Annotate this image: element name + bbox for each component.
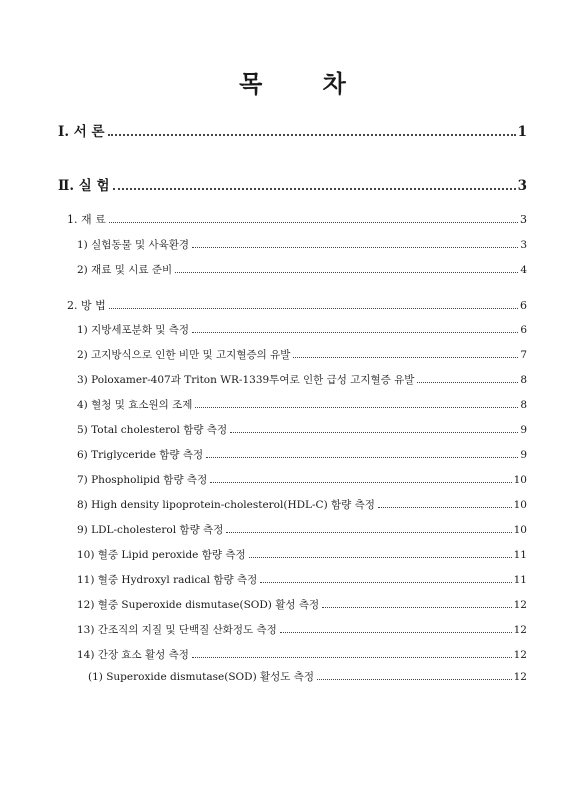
toc-entry	[77, 622, 527, 637]
toc-entry	[77, 547, 527, 562]
dot-leader	[260, 581, 511, 583]
toc-entry-label: 6) Triglyceride 함량 측정	[77, 449, 204, 461]
toc-page-number: 6	[520, 299, 527, 312]
toc-entry-label: 1) 실험동물 및 사육환경	[77, 239, 190, 251]
toc-entry-methods	[67, 297, 527, 313]
toc-entry-label: 2) 고지방식으로 인한 비만 및 고지혈증의 유발	[77, 349, 291, 361]
page-title: 목 차	[239, 69, 372, 98]
toc-entry-label: Ⅱ. 실 험	[58, 178, 110, 194]
toc-entry-label: 13) 간조직의 지질 및 단백질 산화정도 측정	[77, 624, 277, 636]
toc-entry	[77, 647, 527, 662]
toc-entry	[77, 397, 527, 412]
toc-page-number: 8	[520, 374, 527, 386]
toc-entry	[77, 572, 527, 587]
toc-entry-label: 2. 방 법	[67, 299, 106, 312]
toc-page-number: 3	[520, 239, 527, 251]
toc-entry-label: 14) 간장 효소 활성 측정	[77, 649, 189, 661]
toc-entry	[88, 669, 527, 684]
toc-entry-label: 10) 혈중 Lipid peroxide 함량 측정	[77, 549, 246, 561]
toc-entry	[77, 522, 527, 537]
dot-leader	[195, 406, 518, 408]
toc-entry	[77, 447, 527, 462]
toc-entry	[77, 372, 527, 387]
toc-page-number: 10	[513, 499, 527, 511]
toc-page-number: 4	[520, 264, 527, 276]
dot-leader	[192, 656, 512, 658]
toc-page-number: 12	[513, 624, 527, 636]
toc-entry-label: 4) 혈청 및 효소원의 조제	[77, 399, 193, 411]
toc-entry	[77, 347, 527, 362]
dot-leader	[175, 271, 518, 273]
toc-entry	[77, 472, 527, 487]
dot-leader	[226, 531, 511, 533]
toc-entry-materials	[67, 211, 527, 227]
dot-leader	[293, 356, 518, 358]
toc-page-number: 3	[517, 178, 527, 194]
toc-entry	[77, 597, 527, 612]
toc-page-number: 7	[520, 349, 527, 361]
toc-page-number: 6	[520, 324, 527, 336]
toc-entry-label: 3) Poloxamer-407과 Triton WR-1339투여로 인한 급성 고지혈증 유발	[77, 374, 415, 386]
dot-leader	[109, 307, 518, 309]
toc-entry-label: (1) Superoxide dismutase(SOD) 활성도 측정	[88, 671, 315, 683]
dot-leader	[192, 331, 518, 333]
toc-page-number: 8	[520, 399, 527, 411]
toc-entry	[77, 262, 527, 277]
dot-leader	[280, 631, 512, 633]
toc-page-number: 3	[520, 213, 527, 226]
dot-leader	[249, 556, 512, 558]
toc-entry	[77, 237, 527, 252]
dot-leader	[206, 456, 518, 458]
toc-page-number: 10	[513, 474, 527, 486]
toc-page-number: 12	[513, 599, 527, 611]
toc-entry-label: Ⅰ. 서 론	[58, 124, 105, 140]
dot-leader	[192, 246, 518, 248]
dot-leader	[322, 606, 511, 608]
dot-leader	[317, 678, 512, 680]
toc-page-number: 9	[520, 424, 527, 436]
toc-entry-label: 1) 지방세포분화 및 측정	[77, 324, 190, 336]
toc-page-number: 9	[520, 449, 527, 461]
toc-page-number: 11	[513, 549, 527, 561]
dot-leader	[108, 133, 516, 136]
dot-leader	[210, 481, 511, 483]
toc-page-number: 1	[517, 124, 527, 140]
toc-page-number: 11	[513, 574, 527, 586]
toc-page-number: 10	[513, 524, 527, 536]
toc-entry	[77, 497, 527, 512]
toc-entry-label: 12) 혈중 Superoxide dismutase(SOD) 활성 측정	[77, 599, 320, 611]
toc-entry-label: 7) Phospholipid 함량 측정	[77, 474, 208, 486]
toc-entry-label: 1. 재 료	[67, 213, 106, 226]
toc-entry-experiment	[58, 174, 527, 194]
toc-entry	[77, 422, 527, 437]
toc-entry-introduction	[58, 120, 527, 140]
dot-leader	[113, 187, 516, 190]
dot-leader	[109, 221, 518, 223]
toc-entry-label: 9) LDL-cholesterol 함량 측정	[77, 524, 224, 536]
toc-entry-label: 2) 재료 및 시료 준비	[77, 264, 173, 276]
dot-leader	[378, 506, 512, 508]
dot-leader	[230, 431, 518, 433]
toc-entry-label: 11) 혈중 Hydroxyl radical 함량 측정	[77, 574, 258, 586]
toc-entry	[77, 322, 527, 337]
dot-leader	[417, 381, 518, 383]
toc-entry-label: 8) High density lipoprotein-cholesterol(HDL-C) 함량 측정	[77, 499, 375, 511]
toc-page-number: 12	[513, 649, 527, 661]
toc-page-number: 12	[513, 671, 527, 683]
toc-entry-label: 5) Total cholesterol 함량 측정	[77, 424, 228, 436]
